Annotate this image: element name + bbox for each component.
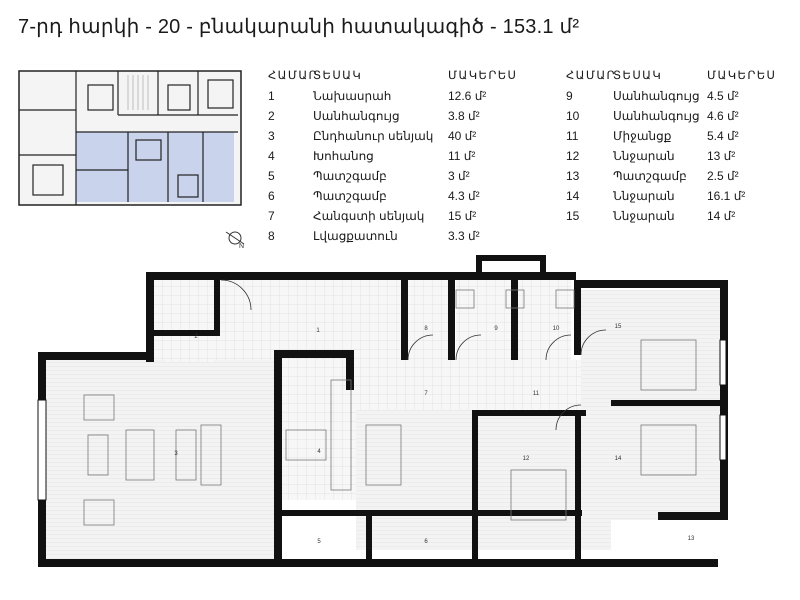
room-type: Սանհանգույց [613, 109, 700, 123]
room-label: 4 [317, 449, 321, 455]
north-arrow-icon [220, 226, 250, 250]
room-label: 3 [174, 451, 178, 457]
room-number: 6 [268, 189, 275, 203]
room-table-right [566, 66, 787, 226]
table-row [268, 86, 528, 106]
room-type: Լվացքատուն [313, 229, 398, 243]
table-row [268, 166, 528, 186]
header-number: ՀԱՄԱՐ [566, 70, 616, 82]
room-type: Ննջարան [613, 209, 675, 223]
table-row [268, 146, 528, 166]
room-area: 11 մ² [448, 149, 476, 163]
north-label: N [239, 243, 245, 250]
room-area: 4.5 մ² [707, 89, 739, 103]
room-number: 9 [566, 89, 573, 103]
header-type: ՏԵՍԱԿ [313, 70, 363, 82]
table-header [566, 66, 787, 86]
room-type: Պատշգամբ [313, 189, 387, 203]
room-label: 9 [494, 326, 498, 332]
header-area: ՄԱԿԵՐԵՍ [448, 70, 518, 82]
header-area: ՄԱԿԵՐԵՍ [707, 70, 777, 82]
room-number: 7 [268, 209, 275, 223]
room-area: 4.3 մ² [448, 189, 480, 203]
room-area: 3.3 մ² [448, 229, 480, 243]
table-header [268, 66, 528, 86]
room-number: 14 [566, 189, 580, 203]
table-row [268, 126, 528, 146]
room-label: 2 [194, 334, 198, 340]
room-number: 11 [566, 129, 579, 143]
room-area: 2.5 մ² [707, 169, 739, 183]
room-type: Միջանցք [613, 129, 672, 143]
room-area: 5.4 մ² [707, 129, 739, 143]
room-label: 8 [424, 326, 428, 332]
room-label: 13 [687, 536, 695, 542]
room-type: Խոհանոց [313, 149, 374, 163]
table-row [566, 86, 787, 106]
room-type: Ընդհանուր սենյակ [313, 129, 434, 143]
room-type: Նախասրահ [313, 89, 392, 103]
room-area: 15 մ² [448, 209, 477, 223]
room-area: 3 մ² [448, 169, 470, 183]
header-number: ՀԱՄԱՐ [268, 70, 318, 82]
room-table-left [268, 66, 528, 246]
table-row [566, 166, 787, 186]
table-row [268, 106, 528, 126]
room-type: Պատշգամբ [613, 169, 687, 183]
room-number: 3 [268, 129, 275, 143]
building-key-map [18, 70, 243, 208]
table-row [566, 186, 787, 206]
table-row [566, 126, 787, 146]
room-area: 16.1 մ² [707, 189, 746, 203]
room-label: 10 [552, 326, 560, 332]
page-title: 7-րդ հարկի - 20 - բնակարանի հատակագիծ - 153.1 մ² [18, 16, 580, 38]
room-number: 1 [268, 89, 275, 103]
room-number: 10 [566, 109, 580, 123]
room-type: Հանգստի սենյակ [313, 209, 425, 223]
room-number: 13 [566, 169, 580, 183]
room-number: 5 [268, 169, 275, 183]
room-number: 12 [566, 149, 580, 163]
table-row [268, 226, 528, 246]
room-type: Պատշգամբ [313, 169, 387, 183]
header-type: ՏԵՍԱԿ [613, 70, 663, 82]
room-label: 14 [614, 456, 622, 462]
table-row [268, 206, 528, 226]
room-number: 2 [268, 109, 275, 123]
room-type: Ննջարան [613, 189, 675, 203]
room-type: Սանհանգույց [613, 89, 700, 103]
room-label: 15 [614, 324, 622, 330]
room-label: 12 [522, 456, 530, 462]
room-number: 4 [268, 149, 275, 163]
room-label: 7 [424, 391, 428, 397]
table-row [566, 146, 787, 166]
room-number: 15 [566, 209, 580, 223]
room-type: Սանհանգույց [313, 109, 400, 123]
room-label: 1 [316, 328, 320, 334]
table-row [566, 206, 787, 226]
room-label: 5 [317, 539, 321, 545]
table-row [268, 186, 528, 206]
room-type: Ննջարան [613, 149, 675, 163]
room-area: 3.8 մ² [448, 109, 480, 123]
room-area: 4.6 մ² [707, 109, 739, 123]
highlighted-apartment [76, 132, 234, 202]
room-label: 6 [424, 539, 428, 545]
room-area: 13 մ² [707, 149, 736, 163]
room-number: 8 [268, 229, 275, 243]
room-area: 40 մ² [448, 129, 477, 143]
room-label: 11 [532, 391, 540, 397]
table-row [566, 106, 787, 126]
floor-plan [36, 250, 736, 570]
room-area: 12.6 մ² [448, 89, 487, 103]
room-area: 14 մ² [707, 209, 736, 223]
